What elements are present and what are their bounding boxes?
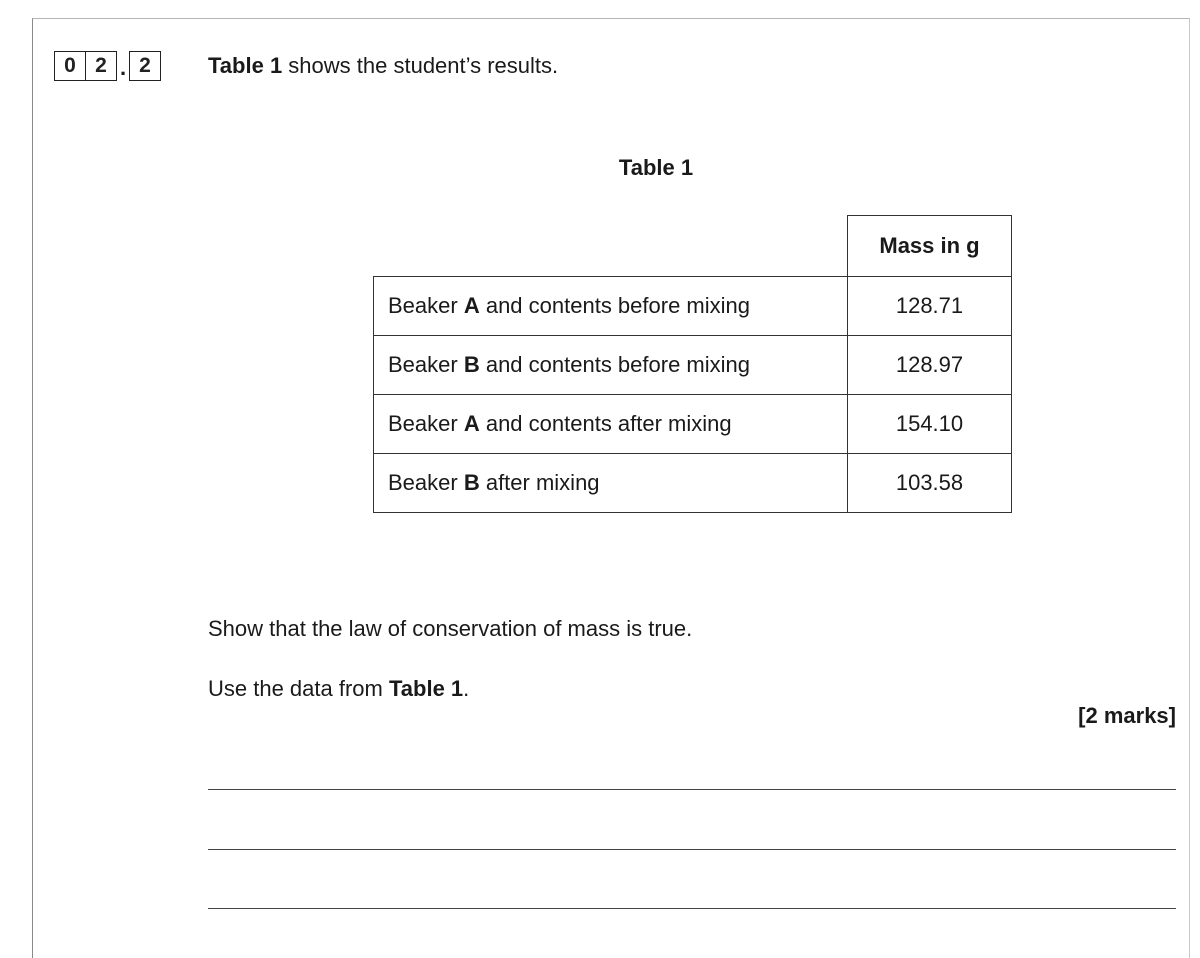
question-part-box: 2: [129, 51, 161, 81]
question-digit-box: 0: [54, 51, 86, 81]
row-label-pre: Beaker: [388, 352, 464, 377]
table-row: [374, 336, 1012, 395]
marks-label: [2 marks]: [1078, 703, 1176, 728]
question-intro: [208, 53, 558, 79]
table-title: Table 1: [618, 155, 694, 180]
row-label-beaker-id: A: [463, 293, 480, 318]
row-label-post: and contents before mixing: [479, 352, 750, 377]
instruction-use-data-post: .: [463, 676, 470, 701]
row-label: [374, 277, 848, 336]
table-row: [374, 395, 1012, 454]
row-label-pre: Beaker: [388, 293, 464, 318]
row-label: [374, 454, 848, 513]
table-blank-header-cell: [374, 216, 848, 277]
row-label: [374, 336, 848, 395]
instruction-use-data: [208, 676, 469, 702]
table-row: [374, 277, 1012, 336]
mass-column-header: Mass in g: [848, 216, 1012, 277]
row-label-beaker-id: B: [463, 352, 480, 377]
intro-text: shows the student’s results.: [282, 53, 559, 78]
question-number: [54, 51, 161, 81]
row-mass-value: 128.71: [848, 277, 1012, 336]
row-label-beaker-id: A: [463, 411, 480, 436]
row-label-beaker-id: B: [463, 470, 480, 495]
answer-line[interactable]: [208, 908, 1176, 909]
row-mass-value: 103.58: [848, 454, 1012, 513]
row-label-pre: Beaker: [388, 470, 464, 495]
row-label: [374, 395, 848, 454]
row-label-pre: Beaker: [388, 411, 464, 436]
row-label-post: after mixing: [479, 470, 600, 495]
question-separator: .: [119, 55, 127, 80]
question-digit-box: 2: [86, 51, 117, 81]
instruction-show: Show that the law of conservation of mass is true.: [208, 616, 693, 641]
intro-table-ref: Table 1: [208, 53, 283, 78]
instruction-table-ref: Table 1: [388, 676, 464, 701]
row-mass-value: 154.10: [848, 395, 1012, 454]
table-row: [374, 454, 1012, 513]
instruction-use-data-pre: Use the data from: [208, 676, 389, 701]
table-header-row: [374, 216, 1012, 277]
answer-line[interactable]: [208, 789, 1176, 790]
row-label-post: and contents after mixing: [479, 411, 732, 436]
row-mass-value: 128.97: [848, 336, 1012, 395]
row-label-post: and contents before mixing: [479, 293, 750, 318]
results-table: [373, 215, 1012, 513]
answer-line[interactable]: [208, 849, 1176, 850]
